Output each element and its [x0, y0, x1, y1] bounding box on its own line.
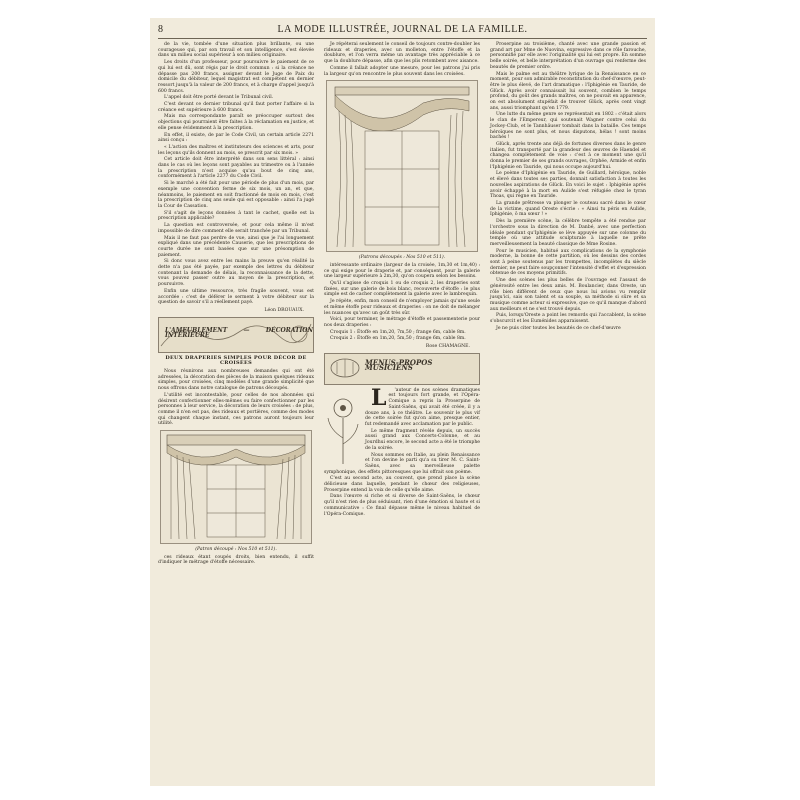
- paragraph: Comme il fallait adopter une mesure, pour les patrons j'ai pris la largeur qu'on rencontre le plus souvent dans les croisées.: [324, 65, 480, 77]
- paragraph: La grande prêtresse va plonger le couteau sacré dans le cœur de la victime, quand Oreste s'écrie : « Ainsi tu péris en Aulide, Iphigénie, ô ma sœur ! »: [490, 200, 646, 218]
- paragraph: Je répète, enfin, mon conseil de n'employer jamais qu'une seule et même étoffe pour rideaux et draperies : on ne doit de mélanger les nuances qu'avec un goût très sûr.: [324, 299, 480, 316]
- paragraph: intéressante ordinaire (largeur de la croisée, 1m,30 et 1m,40) : ce qui exige pour le draperie et, par conséquent, pour la galerie une largeur supérieure à 2m,30, qu'on coupera selon les besoins.: [324, 262, 480, 280]
- signature: Rose CHAMAGNE.: [425, 344, 470, 350]
- paragraph: Si le marché a été fait pour une période de plus d'un mois, par exemple une convention ferme de six mois, un an, et que, néanmoins, le paiement en soit fractionné de mois en mois, c'est la prescription de cinq ans seule qui est opposable : ainsi l'a jugé la Cour de Cassation.: [158, 181, 314, 209]
- paragraph: Enfin une ultime ressource, très fragile souvent, vous est accordée : c'est de déférer le serment à votre débiteur sur la question de savoir s'il a réellement payé.: [158, 288, 314, 306]
- paragraph: Une des scènes les plus belles de l'ouvrage est l'assaut de générosité entre les deux amis. M. Boulancier, dans Oreste, un rôle bien différent de ceux que nous lui avions vu remplir jusqu'ici, sais son talent et sa souple, sa méthode si sûre et sa musique comme acteur si expressive, que ce qu'il manque d'abord aux meilleurs et ne s'est trouvé depuis.: [490, 278, 646, 312]
- journal-title: LA MODE ILLUSTRÉE, JOURNAL DE LA FAMILLE.: [277, 24, 528, 35]
- paragraph: Dès la première scène, la célèbre tempête a été rendue par l'orchestre sous la direction de M. Danbé, avec une perfection idéale pendant qu'Iphigénie se lève appuyée sur une colonne du temple où une attitude sculpturale à laquelle ne prête merveilleusement la beauté classique de Mme Rosine.: [490, 219, 646, 247]
- drapery-illustration-2: [326, 80, 478, 252]
- menus-propos-banner: [324, 353, 480, 385]
- paragraph: C'est devant ce dernier tribunal qu'il faut porter l'affaire si la créance est supérieure à 600 francs.: [158, 102, 314, 113]
- curtain-icon: [161, 431, 311, 543]
- paragraph: Le poème d'Iphigénie en Tauride, de Guillard, héroïque, noble et élevé dans toutes ses parties, donnait satisfaction à toutes les nouvelles aspirations de Glück. En voici le sujet : Iphigénie après avoir échappé à la mort en Aulide s'est réfugiée chez le tyran Thoas, qui règne en Tauride.: [490, 171, 646, 200]
- column-3: [490, 42, 646, 332]
- paragraph: Nous réunirons aux nombreuses demandes qui ont été adressées, la décoration des pièces de la maison quelques rideaux simples, pour croisées, cinq modèles d'une grande simplicité que nous offrons dans notre catalogue de patrons découpés.: [158, 369, 314, 392]
- paragraph: Mais ma correspondante paraît se préoccuper surtout des objections qui pourraient être faites à la réclamation en justice, et elle pense évidemment à la prescription.: [158, 114, 314, 131]
- paragraph: Croquis 1 : Étoffe en 1m,20, 7m,50 ; frange 6m, cable 8m.: [330, 329, 466, 335]
- paragraph: Croquis 2 : Étoffe en 1m,20, 5m,50 ; frange 6m, cable 8m.: [330, 336, 466, 342]
- paragraph: Voici, pour terminer, le métrage d'étoffe et passementerie pour nos deux draperies :: [324, 317, 480, 328]
- paragraph: S'il s'agit de leçons données à tant le cachet, quelle est la prescription applicable?: [158, 210, 314, 222]
- paragraph: Mais il ne faut pas perdre de vue, ainsi que je l'ai longuement expliqué dans une précédente Causerie, que les prescriptions de courte durée ne sont basées que sur une présomption de paiement.: [158, 235, 314, 258]
- flower-illustration-icon: [324, 388, 362, 466]
- section-subtitle: DEUX DRAPERIES SIMPLES POUR DÉCOR DE CROISÉES: [165, 354, 307, 367]
- menus-title: MENUS-PROPOS MUSICIENS: [365, 357, 433, 373]
- illustration-caption: (Patron découpé : Nos 510 et 511).: [195, 547, 277, 553]
- paragraph: Les droits d'un professeur, pour poursuivre le paiement de ce qui lui est dû, sont régis par le droit commun : si la créance ne dépasse pas 200 francs, assigner devant le Juge de Paix du domicile du débiteur, lequel magistrat est compétent en dernier ressort jusqu'à la valeur de 200 francs, et à charge d'appel jusqu'à 600 francs.: [158, 60, 314, 94]
- illustration-caption: (Patrons découpés : Nos 510 et 511).: [358, 255, 446, 261]
- paragraph: Si donc vous avez entre les mains la preuve qu'en réalité la dette n'a pas été payée, par exemple des lettres du débiteur contenant la demande de délais, la reconnaissance de la dette, vous pouvez passer outre au moyen de la prescription, et poursuivre.: [158, 259, 314, 288]
- paragraph: ces rideaux étant coupés droits, bien entendu, il suffit d'indiquer le métrage d'étoffe nécessaire.: [158, 554, 314, 566]
- paragraph: « L'action des maîtres et instituteurs des sciences et arts, pour les leçons qu'ils donnent au mois, se prescrit par six mois. »: [158, 144, 314, 156]
- paragraph: Je ne puis citer toutes les beautés de ce chef-d'œuvre: [496, 325, 621, 331]
- paragraph: Nous sommes en Italie, au plein Renaissance et l'on devine le parti qu'a su tirer M. C. Saint-Saëns, avec sa merveilleuse palette symphonique, des effets pittoresques que lui offrait son poème.: [324, 452, 480, 475]
- column-1: [158, 42, 314, 567]
- paragraph: En effet, il existe, de par le Code Civil, un certain article 2271 ainsi conçu :: [158, 132, 314, 144]
- paragraph: Le même fragment révèle depuis, un succès aussi grand aux Concerts-Colonne, et au Jourdhui encore, le second acte a été le triomphe de la soirée.: [365, 428, 480, 451]
- paragraph: Qu'il s'agisse de croquis 1 ou de croquis 2, les draperies sont fixées, sur une galerie de bois blanc, recouverte d'étoffe : le plus simple est de cacher complètement la galerie avec le lambrequin.: [324, 281, 480, 298]
- paragraph: Puis, lorsqu'Oreste a point les remords qui l'accablent, la scène s'obscurcit et les Euménides apparaissent.: [490, 313, 646, 325]
- paragraph: Une lutte du même genre se représentait en 1802 : c'était alors le clan de l'Empereur, qui soutenait Wagner contre celui du Jockey-Club, et le Tannhäuser tombait dans la bataille. Ces temps héroïques ne sont plus, et nous disputons, hélas ! sont moins bachés !: [490, 112, 646, 141]
- signature: Léon DROUAUX.: [264, 307, 304, 313]
- paragraph: L'utilité est incontestable, pour celles de nos abonnées qui désirent confectionner elles-mêmes ou faire confectionner par les personnes à leur service, la décoration de leurs croisées : de plus, comme il n'en est pas, des rideaux et portières, comme des modes qui changent chaque instant, ces patrons auront toujours leur utilité.: [158, 392, 314, 427]
- paragraph: L'appel doit être porté devant le Tribunal civil.: [164, 95, 274, 101]
- newspaper-page: [150, 18, 655, 786]
- paragraph: Cet article doit être interprété dans son sens littéral : ainsi dans le cas où les leçons sont payables au trimestre ou à l'année la prescription n'est acquise qu'au bout de cinq ans, conformément à l'article 2277 du Code Civil.: [158, 157, 314, 180]
- drapery-illustration-1: [160, 430, 312, 544]
- paragraph: La question est controversée, et pour cela même il m'est impossible de dire comment elle serait tranchée par un Tribunal.: [158, 223, 314, 234]
- paragraph-text: 'auteur de nos scènes dramatiques est toujours fort grande, et l'Opéra-Comique a repris la Proserpine de Saint-Saëns, qui avait été créée, il y a douze ans, à ce théâtre. Le souvenir le plus vif de cette soirée fut qu'on aime, presque entier, fut redemandé avec acclamation par le public.: [365, 387, 480, 427]
- paragraph: Pour le musicien, habitué aux complications de la symphonie moderne, la bonne de cette partition, où les dessins des cordes sont à peine soutenus par les trompettes, incomplètes du siècle dernier, ne peut faire soupçonner l'intensité d'effet et d'expression obtenue de ces moyens primitifs.: [490, 248, 646, 277]
- paragraph: Je répéterai seulement le conseil de toujours contre-doubler les rideaux et draperies, avec un molleton, entre l'étoffe et la doublure, et l'on verra même un avantage très appréciable à ce que la doublure dépasse, afin que les plis retombent avec aisance.: [324, 42, 480, 65]
- section-title: L'AMEUBLEMENT — DÉCORATION INTÉRIEURE: [165, 326, 313, 340]
- header-rule: [158, 38, 647, 39]
- column-2: [324, 42, 480, 518]
- paragraph: C'est au second acte, au couvent, que prend place la scène délicieuse dans laquelle, pendant le chœur des religieuses, Proserpine entend la voix de celle qu'elle aime.: [324, 476, 480, 493]
- drapery-icon: [327, 81, 477, 251]
- page-header: [158, 24, 647, 38]
- dropcap: L: [371, 384, 387, 411]
- ameublement-banner: [158, 317, 314, 353]
- paragraph: Dans l'œuvre si riche et si diverse de Saint-Saëns, le chœur qu'il n'est rien de plus séduisant, rien d'une émotion si haute et si communicative : Ce final dépasse même le niveau habituel de l'Opéra-Comique.: [324, 494, 480, 517]
- paragraph: Proserpine au troisième, chanté avec une grande passion et grand art par Mme de Nuovina, expressive dans ce rôle farouche, personnifié par elle avec l'originalité qui lui est propre. En somme belle soirée, et belle interprétation d'un ouvrage qui renferme des beautés de premier ordre.: [490, 42, 646, 70]
- page-number: 8: [158, 24, 164, 35]
- paragraph: Glück, après trente ans déjà de fortunes diverses dans le genre italien, fut transporté par la grandeur des œuvres de Haendel et changea complètement de voie : c'est à ce moment une qu'il donna le premier de ses grands ouvrages, Orphée, Armide et enfin l'Iphigénie en Tauride, qui nous occupe aujourd'hui.: [490, 141, 646, 170]
- paragraph: Mais le palme est au théâtre lyrique de la Renaissance en ce moment, pour son admirable reconstitution du chef-d'œuvre, peut-être le plus élevé, de l'art dramatique : l'Iphigénie en Tauride, de Glück. Après avoir connaissait lui souvent, combien le temps profond, du goût des grands maîtres, on ne pouvait en apparence, on est absolument stupéfait de trouver Glück, après cent vingt ans, aussi triomphant qu'en 1779.: [490, 71, 646, 111]
- paragraph: de la vie, tombée d'une situation plus brillante, ou une courageuse qui, par son travail et son intelligence, s'est élevée dans un milieu social supérieur à son milieu originaire.: [158, 42, 314, 59]
